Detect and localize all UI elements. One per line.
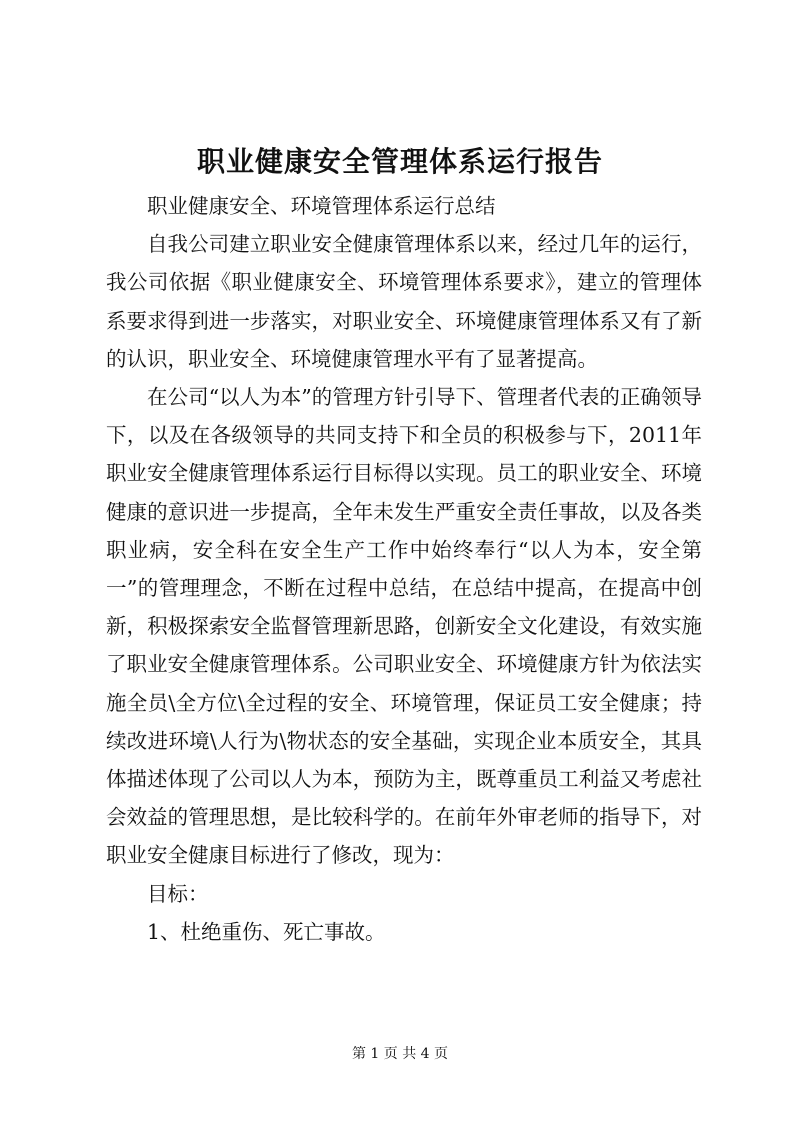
page-footer: 第 1 页 共 4 页 — [351, 1046, 449, 1062]
paragraph-subtitle: 职业健康安全、环境管理体系运行总结 — [147, 194, 496, 218]
document-title: 职业健康安全管理体系运行报告 — [196, 145, 603, 178]
paragraph-goals-heading: 目标： — [147, 881, 209, 906]
paragraph-goal-1: 1、杜绝重伤、死亡事故。 — [147, 919, 386, 944]
paragraph-policy: 在公司“以人为本”的管理方针引导下、管理者代表的正确领导下，以及在各级领导的共同支持下和全员的积极参与下，2011年职业安全健康管理体系运行目标得以实现。员工的职业安全、环境健康的意识进一步提高，全年未发生严重安全责任事故，以及各类职业病，安全科在安全生产工作中始终奉行“以人为本，安全第一”的管理理念，不断在过程中总结，在总结中提高，在提高中创新，积极探索安全监督管理新思路，创新安全文化建设，有效实施了职业安全健康管理体系。公司职业安全、环境健康方针为依法实施全员\全方位\全过程的安全、环境管理，保证员工安全健康；持续改进环境\人行为\物状态的安全基础，实现企业本质安全，其具体描述体现了公司以人为本，预防为主，既尊重员工利益又考虑社会效益的管理思想，是比较科学的。在前年外审老师的指导下，对职业安全健康目标进行了修改，现为： — [106, 385, 702, 868]
paragraph-introduction: 自我公司建立职业安全健康管理体系以来，经过几年的运行，我公司依据《职业健康安全、环境管理体系要求》，建立的管理体系要求得到进一步落实，对职业安全、环境健康管理体系又有了新的认识，职业安全、环境健康管理水平有了显著提高。 — [106, 232, 702, 371]
document-body — [106, 187, 702, 951]
